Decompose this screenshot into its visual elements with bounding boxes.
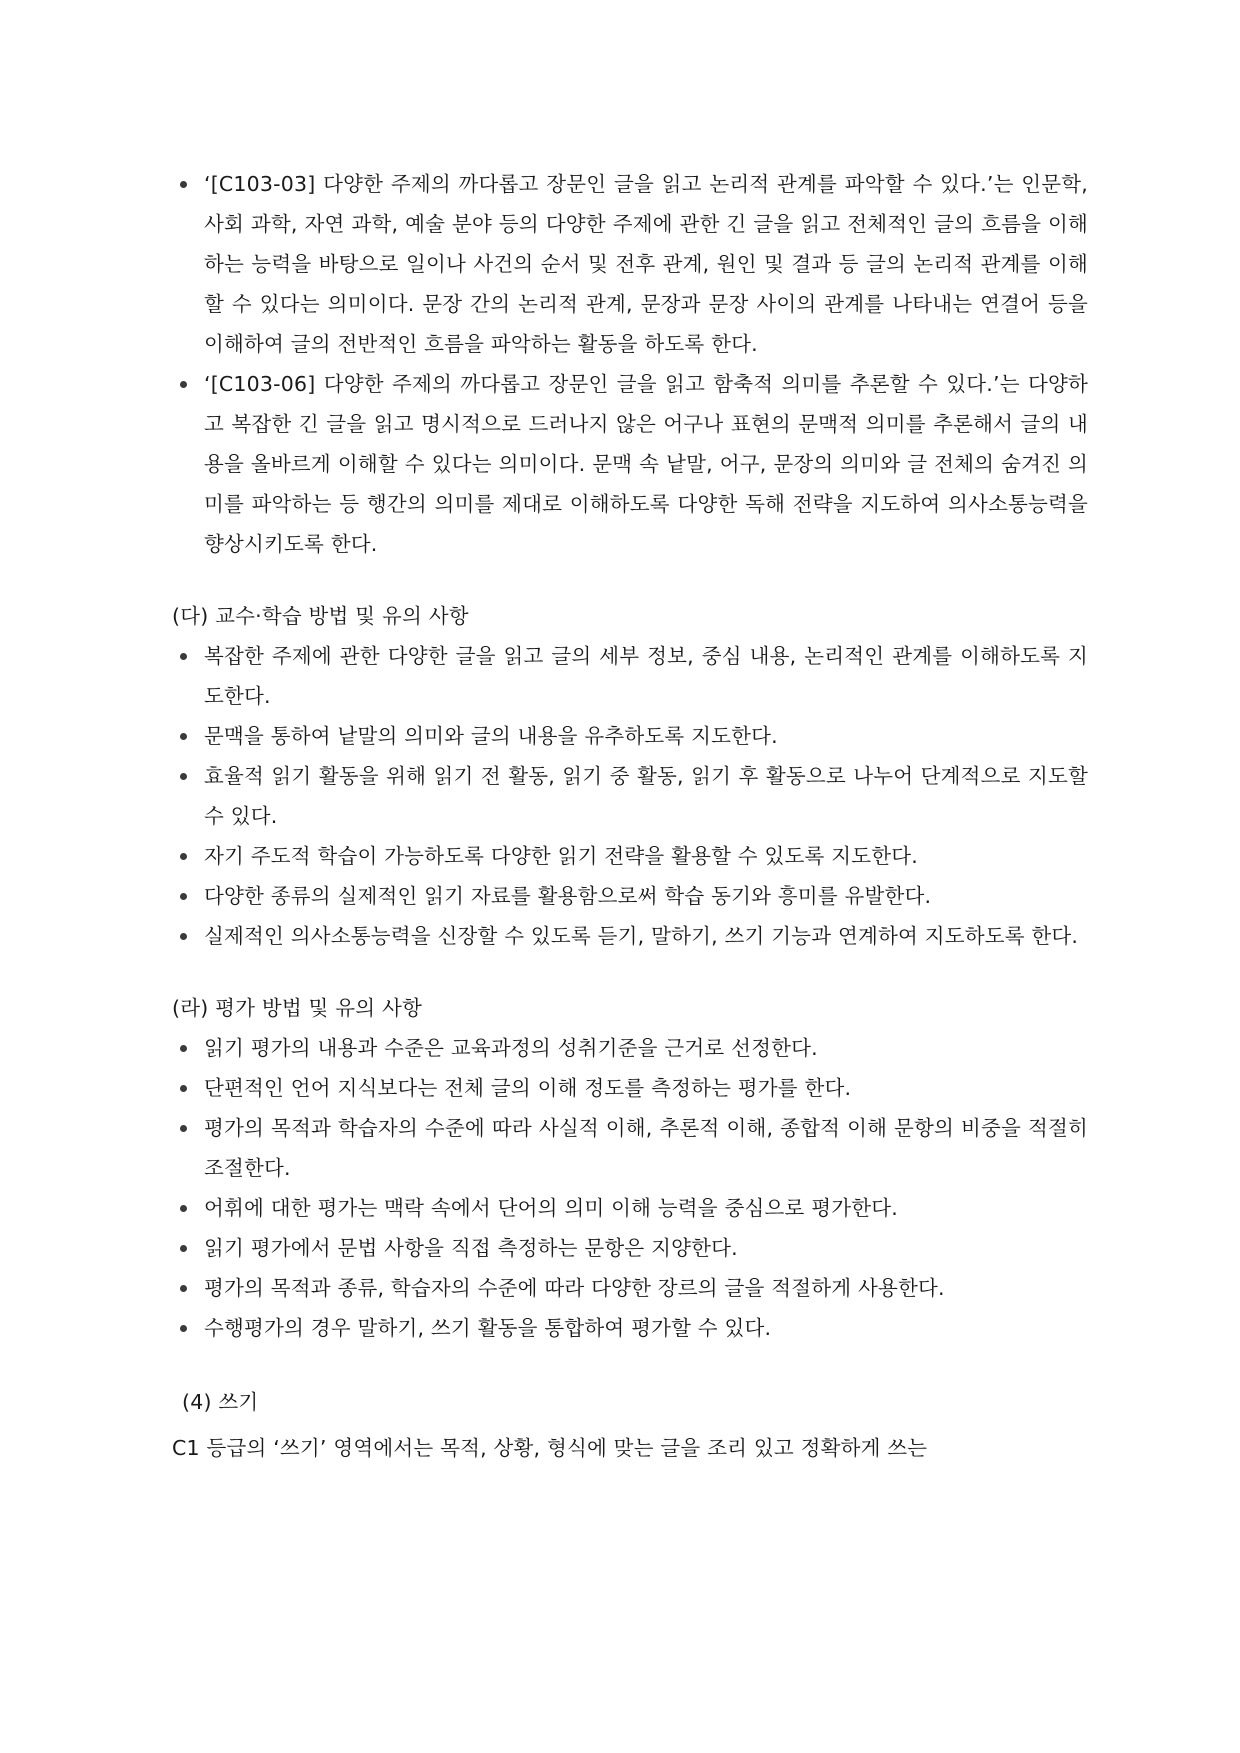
list-item bbox=[172, 1028, 1088, 1068]
bullet-icon bbox=[180, 1205, 187, 1212]
bullet-icon bbox=[180, 1325, 187, 1332]
list-item-text: 실제적인 의사소통능력을 신장할 수 있도록 듣기, 말하기, 쓰기 기능과 연계하여 지도하도록 한다. bbox=[204, 924, 1079, 948]
bullet-icon bbox=[180, 381, 187, 388]
bullet-icon bbox=[180, 1085, 187, 1092]
writing-intro-paragraph: C1 등급의 ‘쓰기’ 영역에서는 목적, 상황, 형식에 맞는 글을 조리 있고 정확하게 쓰는 bbox=[172, 1436, 928, 1460]
teaching-method-list bbox=[172, 636, 1088, 956]
bullet-icon bbox=[180, 853, 187, 860]
list-item-text: 단편적인 언어 지식보다는 전체 글의 이해 정도를 측정하는 평가를 한다. bbox=[204, 1076, 852, 1100]
bullet-icon bbox=[180, 893, 187, 900]
list-item bbox=[172, 916, 1088, 956]
list-item-text: ‘[C103-03] 다양한 주제의 까다롭고 장문인 글을 읽고 논리적 관계를 파악할 수 있다.’는 인문학, 사회 과학, 자연 과학, 예술 분야 등의 다양한 주제에 관한 긴 글을 읽고 전체적인 글의 흐름을 이해하는 능력을 바탕으로 일이나 사건의 순서 및 전후 관계, 원인 및 결과 등 글의 논리적 관계를 이해할 수 있다는 의미이다. 문장 간의 논리적 관계, 문장과 문장 사이의 관계를 나타내는 연결어 등을 이해하여 글의 전반적인 흐름을 파악하는 활동을 하도록 한다. bbox=[204, 172, 1088, 356]
section-heading-teaching: (다) 교수·학습 방법 및 유의 사항 bbox=[172, 604, 469, 628]
section-heading-evaluation: (라) 평가 방법 및 유의 사항 bbox=[172, 996, 423, 1020]
list-item bbox=[172, 1188, 1088, 1228]
list-item-text: 어휘에 대한 평가는 맥락 속에서 단어의 의미 이해 능력을 중심으로 평가한다. bbox=[204, 1196, 898, 1220]
list-item-text: 다양한 종류의 실제적인 읽기 자료를 활용함으로써 학습 동기와 흥미를 유발한다. bbox=[204, 884, 932, 908]
list-item-text: 복잡한 주제에 관한 다양한 글을 읽고 글의 세부 정보, 중심 내용, 논리적인 관계를 이해하도록 지도한다. bbox=[204, 644, 1088, 708]
list-item-text: 효율적 읽기 활동을 위해 읽기 전 활동, 읽기 중 활동, 읽기 후 활동으로 나누어 단계적으로 지도할 수 있다. bbox=[204, 764, 1088, 828]
bullet-icon bbox=[180, 733, 187, 740]
list-item bbox=[172, 1068, 1088, 1108]
list-item-text: 읽기 평가의 내용과 수준은 교육과정의 성취기준을 근거로 선정한다. bbox=[204, 1036, 818, 1060]
c103-achievement-list bbox=[172, 164, 1088, 564]
list-item bbox=[172, 364, 1088, 564]
bullet-icon bbox=[180, 653, 187, 660]
bullet-icon bbox=[180, 1125, 187, 1132]
list-item bbox=[172, 876, 1088, 916]
list-item bbox=[172, 756, 1088, 836]
list-item-text: 문맥을 통하여 낱말의 의미와 글의 내용을 유추하도록 지도한다. bbox=[204, 724, 778, 748]
list-item-text: 자기 주도적 학습이 가능하도록 다양한 읽기 전략을 활용할 수 있도록 지도한다. bbox=[204, 844, 918, 868]
list-item-text: 읽기 평가에서 문법 사항을 직접 측정하는 문항은 지양한다. bbox=[204, 1236, 738, 1260]
list-item bbox=[172, 1108, 1088, 1188]
list-item bbox=[172, 1308, 1088, 1348]
evaluation-method-list bbox=[172, 1028, 1088, 1348]
list-item bbox=[172, 164, 1088, 364]
list-item bbox=[172, 716, 1088, 756]
list-item bbox=[172, 1228, 1088, 1268]
bullet-icon bbox=[180, 933, 187, 940]
bullet-icon bbox=[180, 1285, 187, 1292]
bullet-icon bbox=[180, 1045, 187, 1052]
list-item-text: 평가의 목적과 학습자의 수준에 따라 사실적 이해, 추론적 이해, 종합적 이해 문항의 비중을 적절히 조절한다. bbox=[204, 1116, 1088, 1180]
list-item bbox=[172, 1268, 1088, 1308]
list-item-text: ‘[C103-06] 다양한 주제의 까다롭고 장문인 글을 읽고 함축적 의미를 추론할 수 있다.’는 다양하고 복잡한 긴 글을 읽고 명시적으로 드러나지 않은 어구나 표현의 문맥적 의미를 추론해서 글의 내용을 올바르게 이해할 수 있다는 의미이다. 문맥 속 낱말, 어구, 문장의 의미와 글 전체의 숨겨진 의미를 파악하는 등 행간의 의미를 제대로 이해하도록 다양한 독해 전략을 지도하여 의사소통능력을 향상시키도록 한다. bbox=[204, 372, 1088, 556]
section-heading-writing: (4) 쓰기 bbox=[182, 1390, 259, 1414]
bullet-icon bbox=[180, 1245, 187, 1252]
list-item bbox=[172, 636, 1088, 716]
list-item-text: 평가의 목적과 종류, 학습자의 수준에 따라 다양한 장르의 글을 적절하게 사용한다. bbox=[204, 1276, 945, 1300]
list-item-text: 수행평가의 경우 말하기, 쓰기 활동을 통합하여 평가할 수 있다. bbox=[204, 1316, 772, 1340]
page-content bbox=[172, 164, 1088, 1468]
bullet-icon bbox=[180, 773, 187, 780]
list-item bbox=[172, 836, 1088, 876]
bullet-icon bbox=[180, 181, 187, 188]
